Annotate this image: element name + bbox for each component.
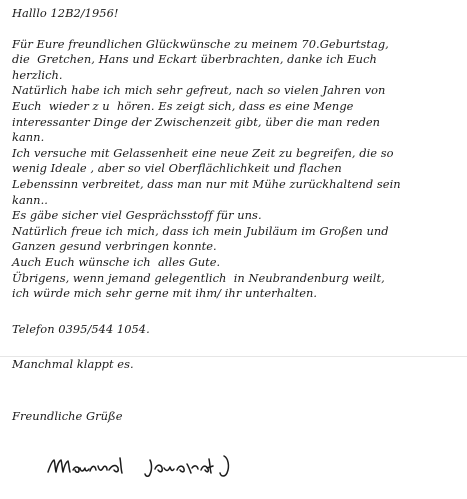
- body-line: wenig Ideale , aber so viel Oberflächlichkeit und flachen: [12, 161, 342, 176]
- greeting: Halllo 12B2/1956!: [12, 6, 119, 20]
- body-line: kann.: [12, 130, 45, 145]
- phone-number: Telefon 0395/544 1054.: [12, 321, 150, 336]
- handwritten-signature: [46, 446, 296, 480]
- body-line: die Gretchen, Hans und Eckart überbrachten, danke ich Euch: [12, 52, 377, 67]
- body-line: Ganzen gesund verbringen konnte.: [12, 239, 217, 254]
- body-line: interessanter Dinge der Zwischenzeit gibt, über die man reden: [12, 114, 381, 129]
- body-line: herzlich.: [12, 67, 63, 82]
- letter-body: [12, 37, 462, 302]
- closing: Freundliche Grüße: [12, 408, 123, 423]
- body-line: ich würde mich sehr gerne mit ihm/ ihr unterhalten.: [12, 286, 318, 301]
- body-line: Es gäbe sicher viel Gesprächsstoff für uns.: [12, 208, 262, 223]
- body-line: Lebenssinn verbreitet, dass man nur mit Mühe zurückhaltend sein: [12, 176, 401, 191]
- body-line: kann..: [12, 192, 48, 207]
- body-line: Für Eure freundlichen Glückwünsche zu meinem 70.Geburtstag,: [12, 36, 389, 51]
- body-line: Natürlich freue ich mich, dass ich mein Jubiläum im Großen und: [12, 223, 389, 238]
- body-line: Natürlich habe ich mich sehr gefreut, nach so vielen Jahren von: [12, 83, 386, 98]
- body-line: Euch wieder z u hören. Es zeigt sich, dass es eine Menge: [12, 98, 354, 113]
- body-line: Ich versuche mit Gelassenheit eine neue Zeit zu begreifen, die so: [12, 145, 394, 160]
- remark: Manchmal klappt es.: [12, 357, 134, 372]
- letter-text: [12, 6, 462, 424]
- body-line: Übrigens, wenn jemand gelegentlich in Neubrandenburg weilt,: [12, 270, 385, 285]
- body-line: Auch Euch wünsche ich alles Gute.: [12, 254, 221, 269]
